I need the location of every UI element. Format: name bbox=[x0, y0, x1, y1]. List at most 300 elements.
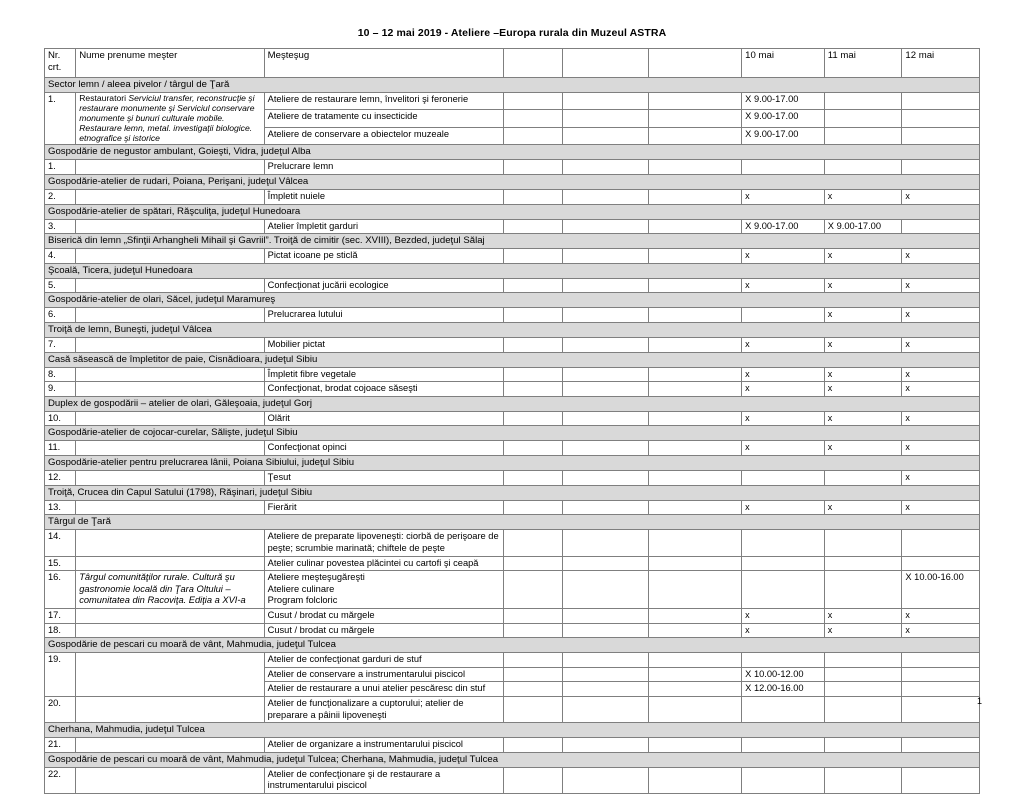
section-title: Şcoală, Ticera, judeţul Hunedoara bbox=[45, 263, 980, 278]
day-10-mai-cell: x bbox=[742, 411, 825, 426]
blank-cell-1 bbox=[504, 608, 562, 623]
day-12-mai-cell bbox=[902, 767, 980, 793]
day-10-mai-cell bbox=[742, 653, 825, 668]
day-10-mai-cell: x bbox=[742, 278, 825, 293]
schedule-table-wrapper bbox=[44, 48, 980, 794]
craft-description: Atelier de organizare a instrumentarului piscicol bbox=[264, 738, 504, 753]
column-header-day-12-mai: 12 mai bbox=[902, 49, 980, 78]
craftsman-name bbox=[76, 160, 264, 175]
craftsman-name bbox=[76, 249, 264, 264]
section-title: Casă săsească de împletitor de paie, Cisnădioara, judeţul Sibiu bbox=[45, 352, 980, 367]
blank-cell-2 bbox=[562, 608, 649, 623]
craftsman-name bbox=[76, 308, 264, 323]
blank-cell-3 bbox=[649, 93, 742, 110]
craftsman-name bbox=[76, 278, 264, 293]
craft-description: Olărit bbox=[264, 411, 504, 426]
day-11-mai-cell: X 9.00-17.00 bbox=[824, 219, 902, 234]
day-10-mai-cell bbox=[742, 571, 825, 609]
blank-cell-1 bbox=[504, 767, 562, 793]
blank-cell-3 bbox=[649, 308, 742, 323]
blank-cell-2 bbox=[562, 189, 649, 204]
craftsman-name bbox=[76, 411, 264, 426]
section-header-row bbox=[45, 426, 980, 441]
blank-cell-3 bbox=[649, 682, 742, 697]
day-11-mai-cell: x bbox=[824, 249, 902, 264]
section-header-row bbox=[45, 515, 980, 530]
blank-cell-2 bbox=[562, 278, 649, 293]
craft-description: Confecţionat, brodat cojoace săseşti bbox=[264, 382, 504, 397]
table-row bbox=[45, 308, 980, 323]
blank-cell-1 bbox=[504, 127, 562, 144]
column-header-nr-crt: Nr. crt. bbox=[45, 49, 76, 78]
craftsman-name bbox=[76, 367, 264, 382]
day-12-mai-cell bbox=[902, 653, 980, 668]
blank-cell-1 bbox=[504, 471, 562, 486]
column-header-day-11-mai: 11 mai bbox=[824, 49, 902, 78]
day-10-mai-cell bbox=[742, 738, 825, 753]
day-11-mai-cell bbox=[824, 110, 902, 127]
blank-cell-1 bbox=[504, 667, 562, 682]
section-header-row bbox=[45, 638, 980, 653]
blank-cell-2 bbox=[562, 367, 649, 382]
blank-cell-3 bbox=[649, 556, 742, 571]
day-10-mai-cell: x bbox=[742, 338, 825, 353]
craft-description: Atelier de confecţionare şi de restaurare a instrumentarului piscicol bbox=[264, 767, 504, 793]
table-row bbox=[45, 530, 980, 556]
day-11-mai-cell bbox=[824, 697, 902, 723]
day-11-mai-cell bbox=[824, 471, 902, 486]
craftsman-name bbox=[76, 556, 264, 571]
blank-cell-1 bbox=[504, 556, 562, 571]
day-12-mai-cell bbox=[902, 530, 980, 556]
blank-cell-1 bbox=[504, 530, 562, 556]
day-10-mai-cell: x bbox=[742, 623, 825, 638]
blank-cell-2 bbox=[562, 411, 649, 426]
section-title: Duplex de gospodării – atelier de olari, Găleşoaia, judeţul Gorj bbox=[45, 396, 980, 411]
table-row bbox=[45, 571, 980, 609]
section-title: Gospodărie-atelier de rudari, Poiana, Perişani, judeţul Vâlcea bbox=[45, 174, 980, 189]
blank-cell-3 bbox=[649, 608, 742, 623]
column-header-name: Nume prenume meşter bbox=[76, 49, 264, 78]
day-12-mai-cell: x bbox=[902, 382, 980, 397]
blank-cell-2 bbox=[562, 110, 649, 127]
blank-cell-3 bbox=[649, 767, 742, 793]
day-12-mai-cell: x bbox=[902, 338, 980, 353]
blank-cell-3 bbox=[649, 160, 742, 175]
blank-cell-3 bbox=[649, 189, 742, 204]
row-number: 6. bbox=[45, 308, 76, 323]
blank-cell-2 bbox=[562, 697, 649, 723]
blank-cell-1 bbox=[504, 738, 562, 753]
table-row bbox=[45, 382, 980, 397]
blank-cell-2 bbox=[562, 249, 649, 264]
craft-description: Ateliere de restaurare lemn, învelitori şi feronerie bbox=[264, 93, 504, 110]
blank-cell-2 bbox=[562, 93, 649, 110]
craft-description: Ateliere meşteşugăreşti Ateliere culinare Program folcloric bbox=[264, 571, 504, 609]
blank-cell-3 bbox=[649, 738, 742, 753]
section-header-row bbox=[45, 323, 980, 338]
craft-description: Atelier culinar povestea plăcintei cu cartofi şi ceapă bbox=[264, 556, 504, 571]
day-11-mai-cell: x bbox=[824, 500, 902, 515]
blank-cell-2 bbox=[562, 160, 649, 175]
blank-cell-2 bbox=[562, 623, 649, 638]
blank-cell-3 bbox=[649, 411, 742, 426]
section-title: Gospodărie-atelier pentru prelucrarea lânii, Poiana Sibiului, judeţul Sibiu bbox=[45, 456, 980, 471]
craftsman-name bbox=[76, 767, 264, 793]
craft-description: Atelier de restaurare a unui atelier pescăresc din stuf bbox=[264, 682, 504, 697]
blank-cell-2 bbox=[562, 667, 649, 682]
table-row bbox=[45, 367, 980, 382]
day-11-mai-cell bbox=[824, 682, 902, 697]
row-number: 10. bbox=[45, 411, 76, 426]
craftsman-name bbox=[76, 608, 264, 623]
day-11-mai-cell: x bbox=[824, 367, 902, 382]
day-11-mai-cell bbox=[824, 653, 902, 668]
row-number: 1. bbox=[45, 93, 76, 145]
section-header-row bbox=[45, 352, 980, 367]
day-11-mai-cell: x bbox=[824, 608, 902, 623]
blank-cell-3 bbox=[649, 382, 742, 397]
blank-cell-2 bbox=[562, 653, 649, 668]
craft-description: Ateliere de preparate lipoveneşti: ciorbă de perişoare de peşte; scrumbie marinată; chiftele de peşte bbox=[264, 530, 504, 556]
blank-cell-3 bbox=[649, 471, 742, 486]
day-10-mai-cell bbox=[742, 556, 825, 571]
craftsman-name bbox=[76, 500, 264, 515]
blank-cell-1 bbox=[504, 382, 562, 397]
day-12-mai-cell: x bbox=[902, 308, 980, 323]
day-11-mai-cell bbox=[824, 160, 902, 175]
craftsman-name bbox=[76, 530, 264, 556]
day-10-mai-cell: x bbox=[742, 441, 825, 456]
row-number: 15. bbox=[45, 556, 76, 571]
craftsman-name bbox=[76, 653, 264, 697]
craft-description: Confecţionat jucării ecologice bbox=[264, 278, 504, 293]
craft-description: Prelucrarea lutului bbox=[264, 308, 504, 323]
day-10-mai-cell bbox=[742, 530, 825, 556]
blank-cell-2 bbox=[562, 471, 649, 486]
row-number: 20. bbox=[45, 697, 76, 723]
blank-cell-1 bbox=[504, 249, 562, 264]
blank-cell-3 bbox=[649, 530, 742, 556]
day-12-mai-cell: x bbox=[902, 471, 980, 486]
day-12-mai-cell bbox=[902, 93, 980, 110]
blank-cell-2 bbox=[562, 127, 649, 144]
day-11-mai-cell: x bbox=[824, 338, 902, 353]
blank-cell-1 bbox=[504, 367, 562, 382]
day-12-mai-cell: x bbox=[902, 441, 980, 456]
craftsman-name bbox=[76, 738, 264, 753]
blank-cell-2 bbox=[562, 682, 649, 697]
craftsman-name bbox=[76, 471, 264, 486]
day-11-mai-cell bbox=[824, 530, 902, 556]
craft-description: Împletit fibre vegetale bbox=[264, 367, 504, 382]
blank-cell-3 bbox=[649, 367, 742, 382]
day-11-mai-cell bbox=[824, 667, 902, 682]
row-number: 14. bbox=[45, 530, 76, 556]
craftsman-name bbox=[76, 338, 264, 353]
day-11-mai-cell bbox=[824, 556, 902, 571]
day-10-mai-cell: x bbox=[742, 382, 825, 397]
page-title: 10 – 12 mai 2019 - Ateliere –Europa rurala din Muzeul ASTRA bbox=[357, 27, 667, 39]
section-title: Gospodărie-atelier de olari, Săcel, judeţul Maramureş bbox=[45, 293, 980, 308]
page-number: 1 bbox=[976, 696, 982, 706]
day-11-mai-cell bbox=[824, 127, 902, 144]
blank-cell-1 bbox=[504, 682, 562, 697]
table-row bbox=[45, 556, 980, 571]
craftsman-name bbox=[76, 623, 264, 638]
section-header-row bbox=[45, 293, 980, 308]
section-header-row bbox=[45, 174, 980, 189]
blank-cell-1 bbox=[504, 571, 562, 609]
day-10-mai-cell: X 10.00-12.00 bbox=[742, 667, 825, 682]
blank-cell-1 bbox=[504, 189, 562, 204]
craft-description: Atelier de confecţionat garduri de stuf bbox=[264, 653, 504, 668]
day-10-mai-cell: x bbox=[742, 189, 825, 204]
table-row bbox=[45, 608, 980, 623]
craftsman-name bbox=[76, 189, 264, 204]
section-header-row bbox=[45, 145, 980, 160]
day-10-mai-cell: X 9.00-17.00 bbox=[742, 110, 825, 127]
section-title: Gospodărie-atelier de cojocar-curelar, Sălişte, judeţul Sibiu bbox=[45, 426, 980, 441]
blank-cell-3 bbox=[649, 571, 742, 609]
blank-cell-3 bbox=[649, 219, 742, 234]
column-header-blank-2 bbox=[562, 49, 649, 78]
day-11-mai-cell: x bbox=[824, 623, 902, 638]
section-title: Gospodărie-atelier de spătari, Răşculiţa, judeţul Hunedoara bbox=[45, 204, 980, 219]
blank-cell-3 bbox=[649, 667, 742, 682]
row-number: 5. bbox=[45, 278, 76, 293]
section-header-row bbox=[45, 234, 980, 249]
row-number: 12. bbox=[45, 471, 76, 486]
day-12-mai-cell: x bbox=[902, 367, 980, 382]
blank-cell-2 bbox=[562, 308, 649, 323]
section-header-row bbox=[45, 396, 980, 411]
column-header-day-10-mai: 10 mai bbox=[742, 49, 825, 78]
row-number: 22. bbox=[45, 767, 76, 793]
craft-description: Prelucrare lemn bbox=[264, 160, 504, 175]
blank-cell-3 bbox=[649, 441, 742, 456]
day-12-mai-cell: x bbox=[902, 623, 980, 638]
table-row bbox=[45, 738, 980, 753]
table-row bbox=[45, 338, 980, 353]
day-11-mai-cell bbox=[824, 738, 902, 753]
craftsman-name: Târgul comunităţilor rurale. Cultură şu gastronomie locală din Ţara Oltului – comunitatea din Racoviţa. Ediţia a XVI-a bbox=[76, 571, 264, 609]
craft-description: Fierărit bbox=[264, 500, 504, 515]
row-number: 8. bbox=[45, 367, 76, 382]
blank-cell-1 bbox=[504, 500, 562, 515]
table-row bbox=[45, 500, 980, 515]
blank-cell-1 bbox=[504, 219, 562, 234]
day-10-mai-cell bbox=[742, 308, 825, 323]
blank-cell-1 bbox=[504, 278, 562, 293]
blank-cell-1 bbox=[504, 93, 562, 110]
table-row bbox=[45, 623, 980, 638]
craft-description: Pictat icoane pe sticlă bbox=[264, 249, 504, 264]
table-row bbox=[45, 219, 980, 234]
table-row bbox=[45, 697, 980, 723]
blank-cell-2 bbox=[562, 530, 649, 556]
row-number: 9. bbox=[45, 382, 76, 397]
blank-cell-2 bbox=[562, 738, 649, 753]
craftsman-name: Restauratori Serviciul transfer, reconstrucţie şi restaurare monumente şi Serviciul conservare monumente şi bunuri culturale mobile. Restaurare lemn, metal. investigaţii biologice. etnografice şi istorice bbox=[76, 93, 264, 145]
day-12-mai-cell bbox=[902, 219, 980, 234]
table-row bbox=[45, 278, 980, 293]
day-10-mai-cell: X 9.00-17.00 bbox=[742, 93, 825, 110]
day-11-mai-cell: x bbox=[824, 308, 902, 323]
section-title: Gospodărie de pescari cu moară de vânt, Mahmudia, judeţul Tulcea; Cherhana, Mahmudia, judeţul Tulcea bbox=[45, 752, 980, 767]
section-header-row bbox=[45, 485, 980, 500]
blank-cell-2 bbox=[562, 441, 649, 456]
table-row bbox=[45, 160, 980, 175]
blank-cell-1 bbox=[504, 411, 562, 426]
table-row bbox=[45, 249, 980, 264]
day-12-mai-cell bbox=[902, 738, 980, 753]
blank-cell-1 bbox=[504, 338, 562, 353]
table-header-row bbox=[45, 49, 980, 78]
table-row bbox=[45, 189, 980, 204]
blank-cell-3 bbox=[649, 110, 742, 127]
blank-cell-3 bbox=[649, 623, 742, 638]
section-title: Gospodărie de negustor ambulant, Goieşti, Vidra, judeţul Alba bbox=[45, 145, 980, 160]
section-title: Cherhana, Mahmudia, judeţul Tulcea bbox=[45, 723, 980, 738]
day-11-mai-cell bbox=[824, 93, 902, 110]
day-11-mai-cell bbox=[824, 767, 902, 793]
day-12-mai-cell: x bbox=[902, 189, 980, 204]
blank-cell-1 bbox=[504, 623, 562, 638]
section-title: Troiţă de lemn, Buneşti, judeţul Vâlcea bbox=[45, 323, 980, 338]
day-10-mai-cell: X 9.00-17.00 bbox=[742, 127, 825, 144]
blank-cell-1 bbox=[504, 110, 562, 127]
craft-description: Atelier de funcţionalizare a cuptorului; atelier de preparare a pâinii lipoveneşti bbox=[264, 697, 504, 723]
day-10-mai-cell: x bbox=[742, 249, 825, 264]
table-row bbox=[45, 93, 980, 110]
craft-description: Mobilier pictat bbox=[264, 338, 504, 353]
day-11-mai-cell: x bbox=[824, 278, 902, 293]
day-10-mai-cell bbox=[742, 767, 825, 793]
row-number: 17. bbox=[45, 608, 76, 623]
craft-description: Ţesut bbox=[264, 471, 504, 486]
blank-cell-3 bbox=[649, 653, 742, 668]
craft-description: Confecţionat opinci bbox=[264, 441, 504, 456]
craft-description: Ateliere de tratamente cu insecticide bbox=[264, 110, 504, 127]
day-12-mai-cell bbox=[902, 682, 980, 697]
day-10-mai-cell: X 9.00-17.00 bbox=[742, 219, 825, 234]
table-row bbox=[45, 653, 980, 668]
day-11-mai-cell: x bbox=[824, 411, 902, 426]
blank-cell-2 bbox=[562, 571, 649, 609]
row-number: 11. bbox=[45, 441, 76, 456]
craftsman-name bbox=[76, 382, 264, 397]
blank-cell-1 bbox=[504, 160, 562, 175]
blank-cell-2 bbox=[562, 556, 649, 571]
table-row bbox=[45, 441, 980, 456]
blank-cell-2 bbox=[562, 338, 649, 353]
section-header-row bbox=[45, 204, 980, 219]
day-12-mai-cell: x bbox=[902, 249, 980, 264]
schedule-table bbox=[44, 48, 980, 794]
blank-cell-2 bbox=[562, 382, 649, 397]
row-number: 19. bbox=[45, 653, 76, 697]
blank-cell-2 bbox=[562, 500, 649, 515]
day-12-mai-cell bbox=[902, 160, 980, 175]
blank-cell-2 bbox=[562, 767, 649, 793]
table-row bbox=[45, 411, 980, 426]
craft-description: Cusut / brodat cu mărgele bbox=[264, 608, 504, 623]
section-title: Sector lemn / aleea pivelor / târgul de Ţară bbox=[45, 78, 980, 93]
day-12-mai-cell: X 10.00-16.00 bbox=[902, 571, 980, 609]
section-title: Gospodărie de pescari cu moară de vânt, Mahmudia, judeţul Tulcea bbox=[45, 638, 980, 653]
row-number: 18. bbox=[45, 623, 76, 638]
row-number: 1. bbox=[45, 160, 76, 175]
craftsman-name bbox=[76, 219, 264, 234]
row-number: 13. bbox=[45, 500, 76, 515]
craft-description: Atelier împletit garduri bbox=[264, 219, 504, 234]
day-11-mai-cell: x bbox=[824, 441, 902, 456]
blank-cell-1 bbox=[504, 653, 562, 668]
section-title: Troiţă, Crucea din Capul Satului (1798), Răşinari, judeţul Sibiu bbox=[45, 485, 980, 500]
day-12-mai-cell: x bbox=[902, 278, 980, 293]
row-number: 16. bbox=[45, 571, 76, 609]
day-12-mai-cell bbox=[902, 697, 980, 723]
day-12-mai-cell bbox=[902, 127, 980, 144]
day-10-mai-cell: x bbox=[742, 608, 825, 623]
day-11-mai-cell bbox=[824, 571, 902, 609]
blank-cell-3 bbox=[649, 249, 742, 264]
day-12-mai-cell bbox=[902, 556, 980, 571]
section-header-row bbox=[45, 263, 980, 278]
blank-cell-2 bbox=[562, 219, 649, 234]
day-10-mai-cell bbox=[742, 160, 825, 175]
day-10-mai-cell: x bbox=[742, 500, 825, 515]
day-12-mai-cell bbox=[902, 667, 980, 682]
day-12-mai-cell: x bbox=[902, 608, 980, 623]
column-header-blank-3 bbox=[649, 49, 742, 78]
section-title: Târgul de Ţară bbox=[45, 515, 980, 530]
day-11-mai-cell: x bbox=[824, 189, 902, 204]
column-header-craft: Meşteşug bbox=[264, 49, 504, 78]
blank-cell-3 bbox=[649, 127, 742, 144]
table-row bbox=[45, 767, 980, 793]
column-header-blank-1 bbox=[504, 49, 562, 78]
blank-cell-1 bbox=[504, 308, 562, 323]
craftsman-name bbox=[76, 697, 264, 723]
day-10-mai-cell: X 12.00-16.00 bbox=[742, 682, 825, 697]
blank-cell-3 bbox=[649, 500, 742, 515]
section-header-row bbox=[45, 456, 980, 471]
section-header-row bbox=[45, 752, 980, 767]
section-title: Biserică din lemn „Sfinţii Arhangheli Mihail şi Gavriil”. Troiţă de cimitir (sec. XVIII), Bezded, judeţul Sălaj bbox=[45, 234, 980, 249]
blank-cell-3 bbox=[649, 697, 742, 723]
day-12-mai-cell bbox=[902, 110, 980, 127]
section-header-row bbox=[45, 723, 980, 738]
day-10-mai-cell bbox=[742, 697, 825, 723]
day-10-mai-cell: x bbox=[742, 367, 825, 382]
row-number: 2. bbox=[45, 189, 76, 204]
craft-description: Atelier de conservare a instrumentarului piscicol bbox=[264, 667, 504, 682]
row-number: 4. bbox=[45, 249, 76, 264]
row-number: 3. bbox=[45, 219, 76, 234]
day-10-mai-cell bbox=[742, 471, 825, 486]
blank-cell-3 bbox=[649, 278, 742, 293]
day-11-mai-cell: x bbox=[824, 382, 902, 397]
blank-cell-1 bbox=[504, 697, 562, 723]
section-header-row bbox=[45, 78, 980, 93]
craft-description: Ateliere de conservare a obiectelor muzeale bbox=[264, 127, 504, 144]
blank-cell-1 bbox=[504, 441, 562, 456]
day-12-mai-cell: x bbox=[902, 500, 980, 515]
craftsman-name bbox=[76, 441, 264, 456]
row-number: 7. bbox=[45, 338, 76, 353]
